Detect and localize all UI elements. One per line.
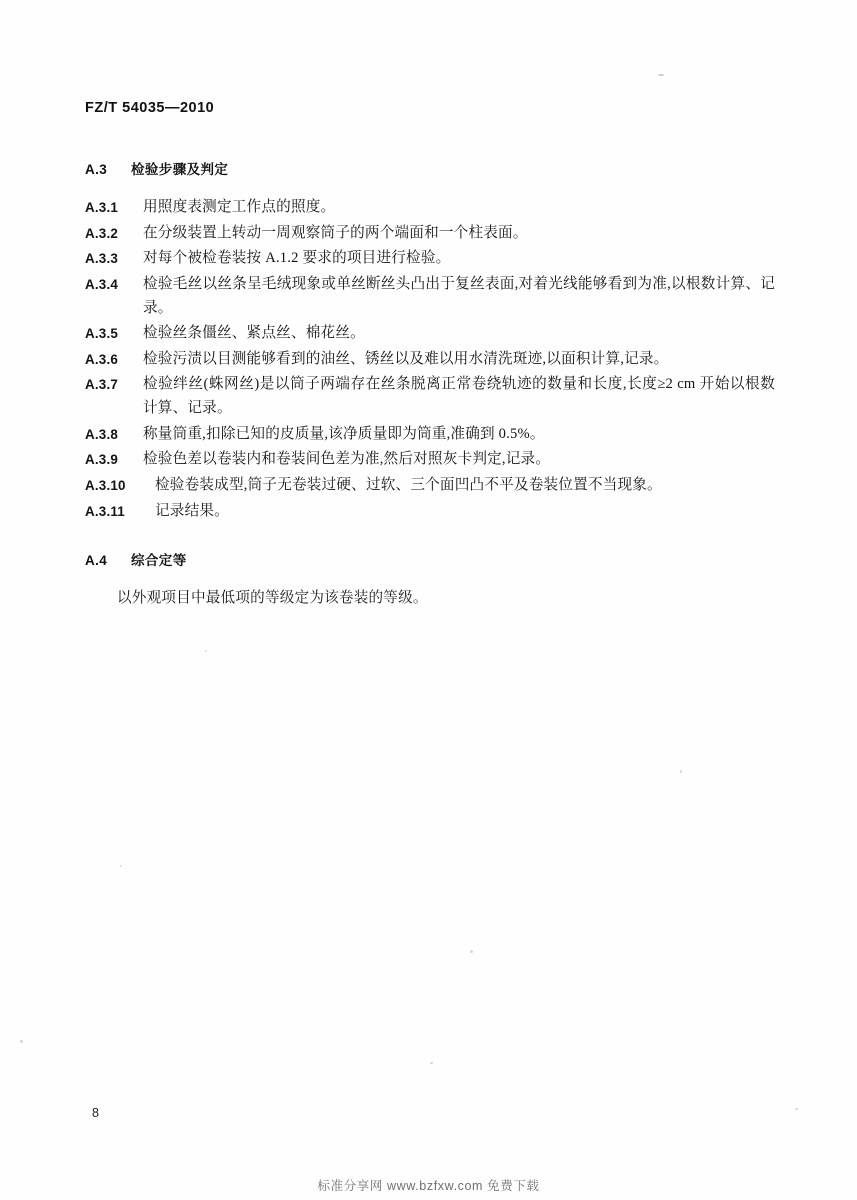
clause-a3-8 (85, 423, 775, 447)
scan-speckle (658, 74, 664, 76)
clause-number: A.3.11 (85, 503, 125, 519)
clause-a3-7 (85, 373, 775, 420)
clause-number: A.3.6 (85, 351, 119, 367)
clause-text: 检验色差以卷装内和卷装间色差为准,然后对照灰卡判定,记录。 (143, 451, 551, 468)
scan-speckle (120, 865, 122, 867)
clause-number: A.3.8 (85, 426, 119, 442)
scan-speckle (795, 1108, 798, 1110)
clause-a3-5 (85, 322, 775, 346)
clause-a3-2 (85, 222, 775, 246)
clause-number: A.3.9 (85, 452, 119, 468)
clause-text: 称量筒重,扣除已知的皮质量,该净质量即为筒重,准确到 0.5%。 (143, 425, 545, 442)
clause-number: A.3.10 (85, 478, 126, 494)
section-title: 综合定等 (131, 553, 187, 569)
clause-number: A.3.3 (85, 251, 119, 267)
section-title: 检验步骤及判定 (131, 162, 229, 177)
clause-a3-4 (85, 273, 775, 320)
section-number: A.3 (85, 162, 108, 177)
clause-text: 检验绊丝(蛛网丝)是以筒子两端存在丝条脱离正常卷绕轨迹的数量和长度,长度≥2 cm 开始以根数计算、记录。 (143, 376, 775, 417)
clause-text: 检验污渍以目测能够看到的油丝、锈丝以及难以用水清洗斑迹,以面积计算,记录。 (143, 350, 669, 367)
page-number: 8 (92, 1106, 99, 1120)
clause-text: 记录结果。 (155, 502, 229, 519)
footer-watermark: 标准分享网 www.bzfxw.com 免费下载 (317, 1179, 540, 1193)
clause-number: A.3.4 (85, 276, 119, 292)
clause-text: 检验卷装成型,筒子无卷装过硬、过软、三个面凹凸不平及卷装位置不当现象。 (155, 477, 662, 494)
clause-text: 对每个被检卷装按 A.1.2 要求的项目进行检验。 (143, 250, 451, 267)
clause-text: 检验丝条僵丝、紧点丝、棉花丝。 (143, 325, 365, 342)
scan-speckle (205, 650, 207, 652)
standard-code-header: FZ/T 54035—2010 (85, 100, 215, 116)
scan-speckle (680, 770, 682, 773)
clause-a3-9 (85, 448, 775, 472)
clause-number: A.3.5 (85, 326, 119, 342)
section-number: A.4 (85, 553, 108, 569)
clause-a3-3 (85, 247, 775, 271)
clause-a3-10 (85, 474, 775, 498)
clause-number: A.3.7 (85, 377, 119, 393)
document-body (85, 158, 775, 611)
clause-text: 用照度表测定工作点的照度。 (143, 199, 336, 215)
section-heading-a3 (85, 158, 775, 178)
section-a4-body: 以外观项目中最低项的等级定为该卷装的等级。 (117, 590, 428, 607)
scan-speckle (470, 950, 473, 953)
clause-a3-6 (85, 348, 775, 372)
clause-a3-11 (85, 500, 775, 524)
clause-text: 检验毛丝以丝条呈毛绒现象或单丝断丝头凸出于复丝表面,对着光线能够看到为准,以根数计算、记录。 (143, 275, 775, 316)
scan-speckle (430, 1062, 433, 1064)
clause-a3-1 (85, 196, 775, 220)
clause-text: 在分级装置上转动一周观察筒子的两个端面和一个柱表面。 (143, 224, 528, 241)
clause-number: A.3.1 (85, 200, 119, 215)
section-heading-a4 (85, 549, 775, 569)
scan-speckle (20, 1040, 23, 1043)
clause-number: A.3.2 (85, 225, 119, 241)
